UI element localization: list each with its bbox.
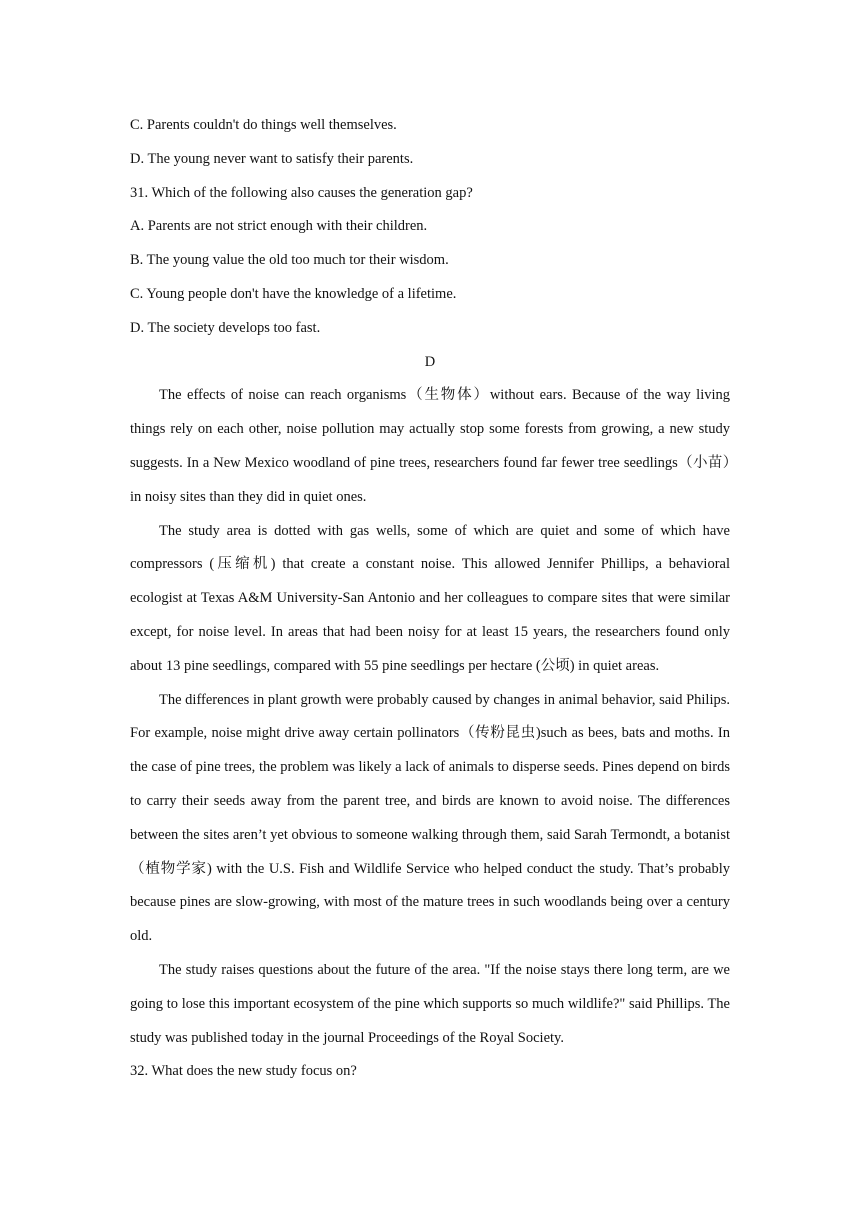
option-c-q31: C. Young people don't have the knowledge of a lifetime. xyxy=(130,285,457,302)
document-page xyxy=(130,109,730,1089)
question-31-stem: 31. Which of the following also causes the generation gap? xyxy=(130,184,473,201)
passage-paragraph-3: The differences in plant growth were probably caused by changes in animal behavior, said Philips. For example, noise might drive away certain pollinators（传粉昆虫)such as bees, bats and moths. In the case of pine trees, the problem was likely a lack of animals to disperse seeds. Pines depend on birds to carry their seeds away from the parent tree, and birds are known to avoid noise. The differences between the sites aren’t yet obvious to someone walking through them, said Sarah Termondt, a botanist（植物学家) with the U.S. Fish and Wildlife Service who helped conduct the study. That’s probably because pines are slow-growing, with most of the mature trees in such woodlands being over a century old. xyxy=(130,691,730,945)
passage-heading: D xyxy=(424,353,436,370)
passage-paragraph-2: The study area is dotted with gas wells, some of which are quiet and some of which have compressors (压缩机) that create a constant noise. This allowed Jennifer Phillips, a behavioral ecologist at Texas A&M University-San Antonio and her colleagues to compare sites that were similar except, for noise level. In areas that had been noisy for at least 15 years, the researchers found only about 13 pine seedlings, compared with 55 pine seedlings per hectare (公顷) in quiet areas. xyxy=(130,522,730,674)
option-a-q31: A. Parents are not strict enough with their children. xyxy=(130,218,428,235)
option-d-q30: D. The young never want to satisfy their parents. xyxy=(130,150,414,167)
passage-paragraph-4: The study raises questions about the future of the area. "If the noise stays there long term, are we going to lose this important ecosystem of the pine which supports so much wildlife?" said Phillips. The study was published today in the journal Proceedings of the Royal Society. xyxy=(130,961,730,1046)
question-32-stem: 32. What does the new study focus on? xyxy=(130,1063,357,1080)
option-c-q30: C. Parents couldn't do things well themselves. xyxy=(130,117,397,133)
passage-paragraph-1: The effects of noise can reach organisms（生物体）without ears. Because of the way living things rely on each other, noise pollution may actually stop some forests from growing, a new study suggests. In a New Mexico woodland of pine trees, researchers found far fewer tree seedlings（小苗）in noisy sites than they did in quiet ones. xyxy=(130,387,730,505)
option-d-q31: D. The society develops too fast. xyxy=(130,319,321,336)
option-b-q31: B. The young value the old too much tor their wisdom. xyxy=(130,252,449,269)
